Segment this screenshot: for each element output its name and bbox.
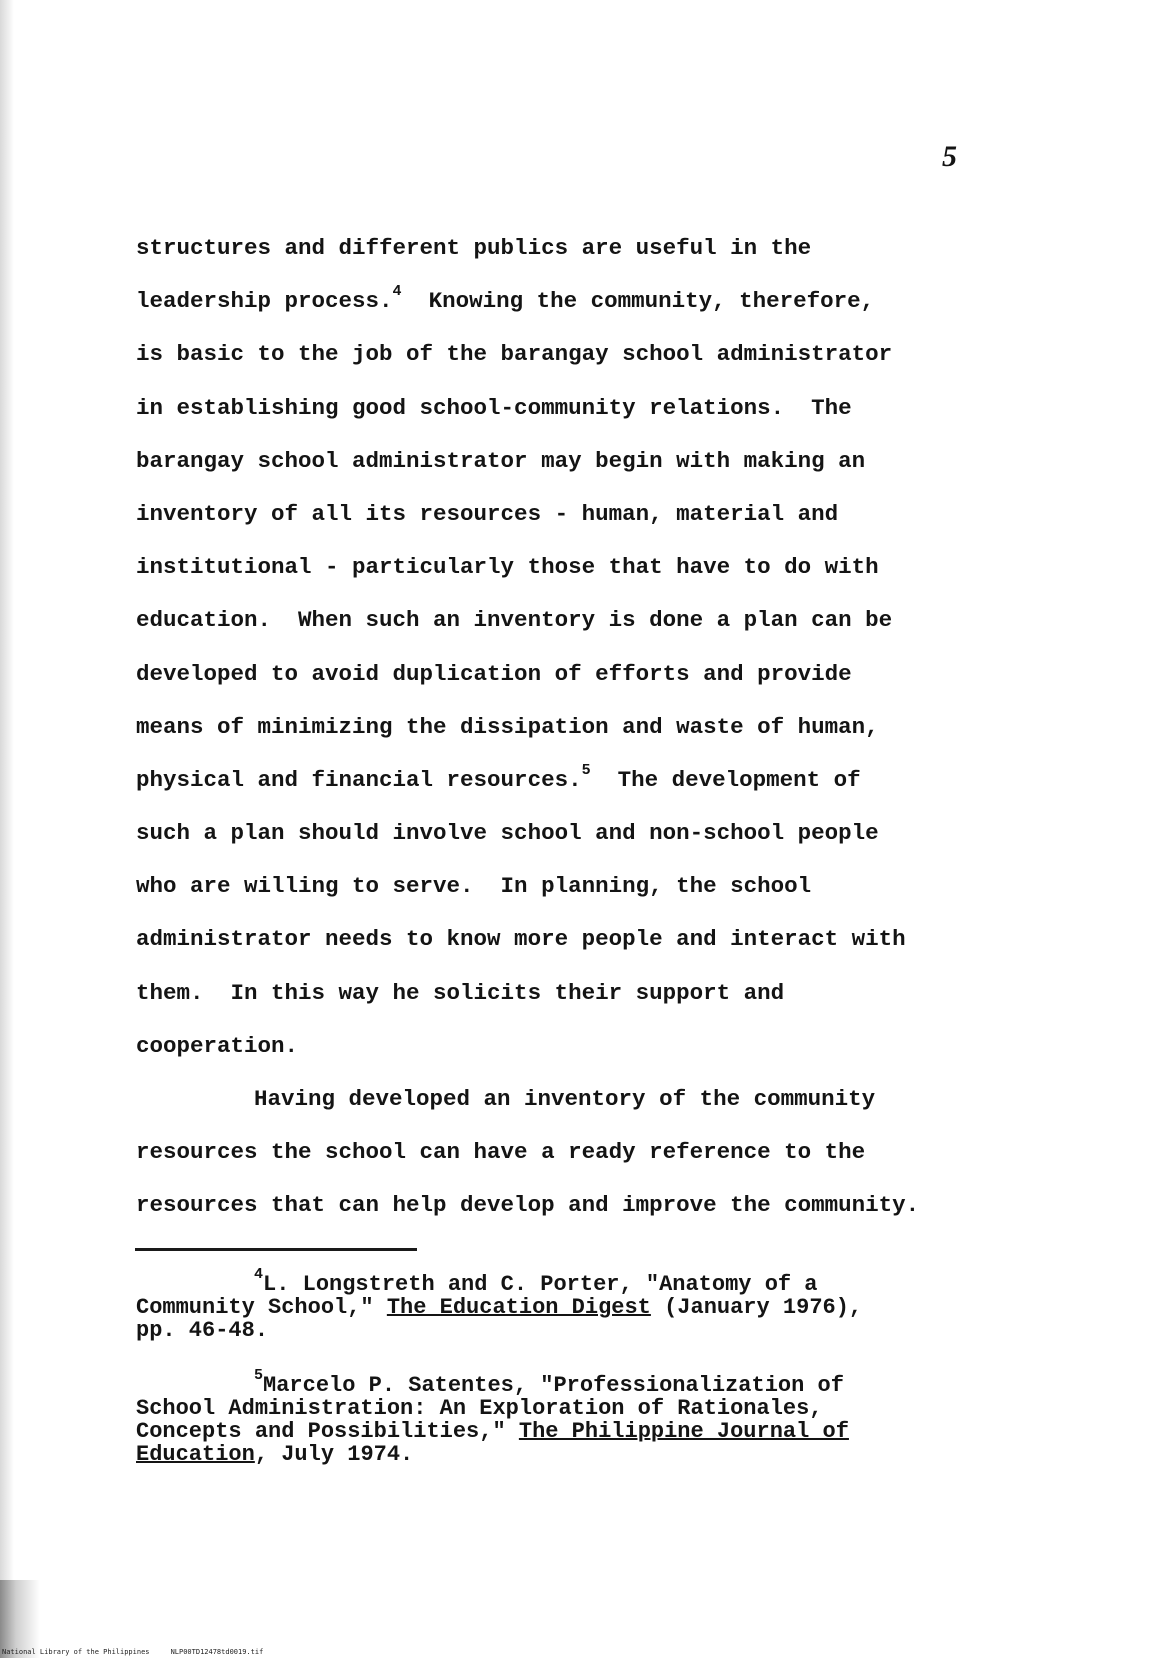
body-line-text: leadership process.	[136, 288, 393, 315]
body-line-text: The development of	[590, 766, 861, 793]
body-line: education. When such an inventory is done a plan can be	[136, 607, 893, 634]
body-line: is basic to the job of the barangay school administrator	[136, 341, 893, 368]
body-line: resources the school can have a ready reference to the	[136, 1139, 866, 1166]
scan-edge	[0, 0, 14, 1658]
body-line	[136, 275, 1036, 328]
page-number: 5	[942, 140, 957, 173]
footnote-text: Marcelo P. Satentes, "Professionalization of	[263, 1373, 844, 1398]
footnote	[136, 1266, 1036, 1343]
body-line: institutional - particularly those that have to do with	[136, 554, 879, 581]
body-line: structures and different publics are useful in the	[136, 235, 812, 261]
footnote-title: The Philippine Journal of	[518, 1419, 849, 1444]
body-line: developed to avoid duplication of efforts and provide	[136, 660, 852, 687]
footnote-title: The Education Digest	[386, 1295, 651, 1320]
body-line: barangay school administrator may begin with making an	[136, 447, 866, 474]
body-line-text: Knowing the community, therefore,	[401, 288, 875, 315]
body-line: administrator needs to know more people and interact with	[136, 926, 906, 953]
body-line-text: physical and financial resources.	[136, 766, 582, 793]
footnote-text: (January 1976),	[650, 1295, 863, 1320]
footnote-ref: 4	[392, 283, 402, 301]
footnote-text: L. Longstreth and C. Porter, "Anatomy of a	[263, 1272, 818, 1297]
footnote-title: Education	[136, 1442, 255, 1467]
library-footer: National Library of the Philippines NLP00TD12478td0019.tif	[2, 1648, 264, 1656]
footnote-line: pp. 46-48.	[136, 1318, 269, 1343]
body-line: resources that can help develop and improve the community.	[136, 1192, 920, 1219]
footnote-divider	[135, 1248, 417, 1251]
footnote-line	[136, 1420, 1036, 1443]
body-line	[136, 754, 1036, 807]
footnote-text: Concepts and Possibilities,"	[136, 1419, 519, 1444]
body-line: means of minimizing the dissipation and waste of human,	[136, 713, 879, 740]
footnote-text: Community School,"	[136, 1295, 387, 1320]
footnote-line	[136, 1367, 1036, 1398]
footnote-line	[136, 1296, 1036, 1319]
body-text	[136, 222, 1036, 1233]
body-line: cooperation.	[136, 1032, 299, 1059]
footnote-marker: 4	[254, 1266, 264, 1283]
footnote-line	[136, 1443, 1036, 1466]
body-line: Having developed an inventory of the community	[254, 1086, 876, 1112]
body-line: in establishing good school-community relations. The	[136, 394, 852, 421]
body-line: inventory of all its resources - human, material and	[136, 500, 839, 527]
body-line: them. In this way he solicits their support and	[136, 979, 785, 1006]
body-line: such a plan should involve school and non-school people	[136, 820, 879, 847]
footnotes	[136, 1266, 1036, 1498]
footnote-text: , July 1974.	[254, 1442, 414, 1467]
body-line: who are willing to serve. In planning, the school	[136, 873, 812, 900]
scan-edge-shadow	[0, 1580, 40, 1658]
footnote-line: School Administration: An Exploration of Rationales,	[136, 1396, 823, 1421]
footnote-marker: 5	[254, 1367, 264, 1384]
footnote-line	[136, 1266, 1036, 1297]
footnote-ref: 5	[581, 761, 591, 779]
footnote	[136, 1367, 1036, 1467]
